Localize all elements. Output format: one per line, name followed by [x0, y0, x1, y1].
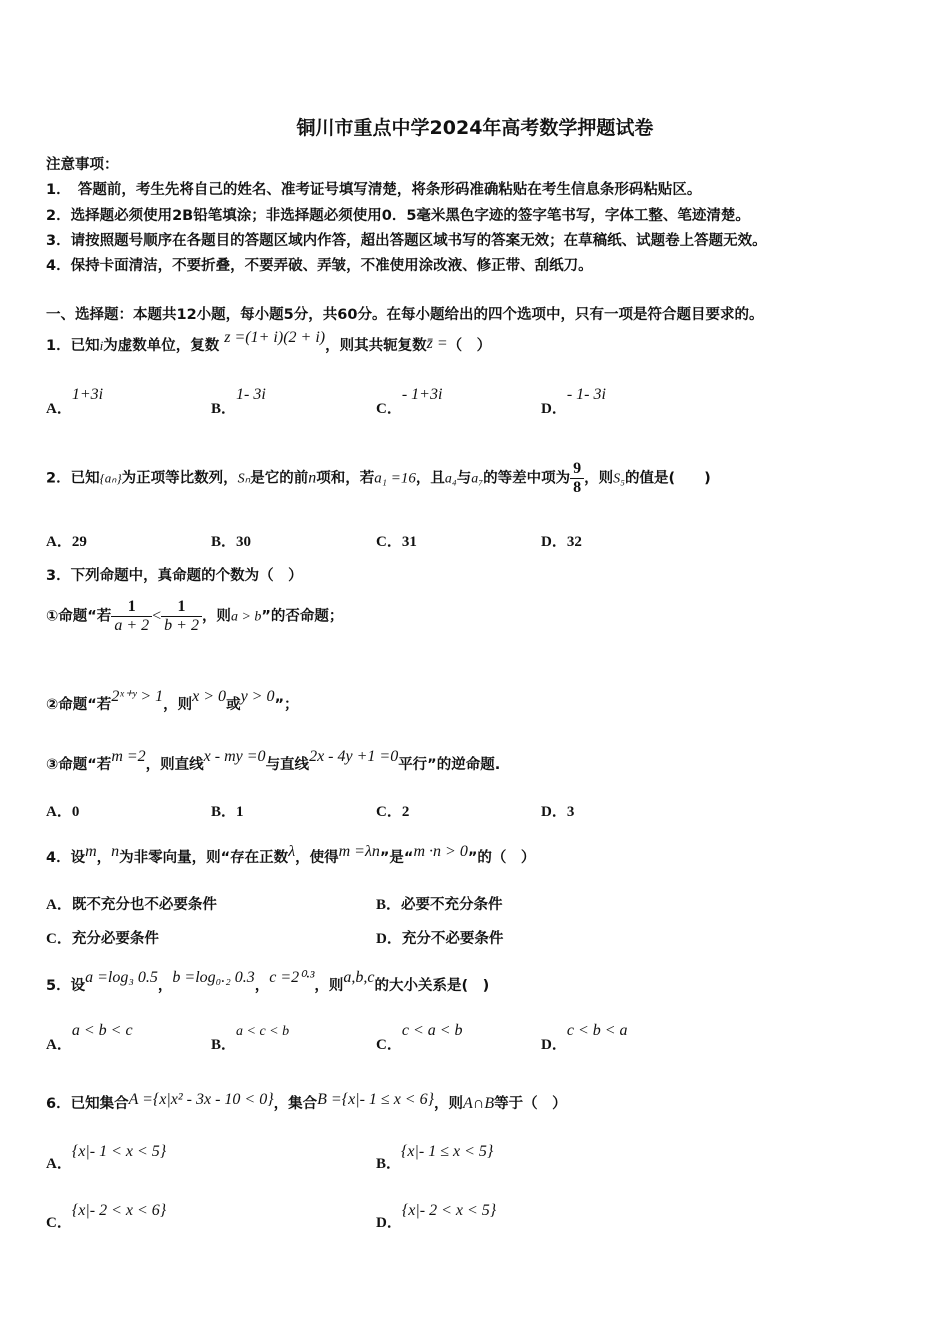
option-value: 既不充分也不必要条件 — [71, 897, 217, 913]
q2-Sn: Sₙ — [237, 471, 251, 487]
option-value: {x|- 2 < x < 6} — [71, 1202, 167, 1219]
q5-option-b[interactable]: B．a < c < b — [211, 1024, 290, 1053]
q1-zbar: z̄ = — [426, 335, 448, 352]
notice-heading: 注意事项： — [46, 157, 119, 173]
option-label: D． — [541, 401, 567, 417]
q2-option-d[interactable]: D．32 — [541, 534, 582, 550]
option-label: C． — [376, 401, 402, 417]
option-value: 充分不必要条件 — [401, 931, 504, 947]
q2-option-c[interactable]: C．31 — [376, 534, 417, 550]
question-4: 4．设m，n为非零向量，则“存在正数λ，使得m =λn”是“m ·n > 0”的（ ） — [46, 843, 536, 866]
option-value: c < b < a — [566, 1022, 628, 1039]
q2-option-a[interactable]: A．29 — [46, 534, 87, 550]
option-value: 31 — [401, 534, 417, 550]
question-3: 3．下列命题中，真命题的个数为（ ） — [46, 568, 303, 584]
q2-text: 项和，若 — [316, 470, 375, 487]
option-value: {x|- 1 ≤ x < 5} — [401, 1143, 494, 1160]
q3-statement-1: ①命题“若 $\frac{1}{a + 2}$ < $\frac{1}{b + 2}$ ，则a > b”的否命题； — [46, 598, 344, 634]
q1-option-c[interactable] — [376, 383, 443, 417]
option-value: 充分必要条件 — [71, 931, 159, 947]
option-value: 29 — [71, 534, 87, 550]
notice-item: 1． 答题前，考生先将自己的姓名、准考证号填写清楚，将条形码准确粘贴在考生信息条形码粘贴区。 — [46, 182, 702, 198]
q2-a4: a₄ — [444, 471, 457, 487]
option-value: 2 — [401, 804, 410, 820]
option-value: 3 — [566, 804, 575, 820]
option-value: {x|- 2 < x < 5} — [401, 1202, 497, 1219]
q1-text: （ ） — [447, 338, 492, 354]
q1-i: i — [99, 338, 104, 353]
q2-S5: S₅ — [613, 471, 625, 487]
q3-option-d[interactable]: D．3 — [541, 804, 575, 820]
question-1 — [46, 329, 492, 355]
page-title: 铜川市重点中学2024年高考数学押题试卷 — [296, 117, 654, 139]
option-value: - 1- 3i — [566, 386, 606, 403]
q2-seq: {aₙ} — [99, 470, 122, 486]
option-value: 1 — [236, 804, 244, 820]
question-5: 5．设a =log₃ 0.5，b =log₀.₂ 0.3，c =2⁰·³，则a,b,c的大小关系是( ) — [46, 969, 490, 994]
q2-text: ，则 — [584, 470, 614, 487]
q2-text: 与 — [456, 470, 472, 487]
q3-option-a[interactable]: A．0 — [46, 804, 80, 820]
q3-option-c[interactable]: C．2 — [376, 804, 410, 820]
q6-option-a[interactable]: A．{x|- 1 < x < 5} — [46, 1143, 167, 1172]
q2-text: 的等差中项为 — [483, 470, 571, 487]
q4-option-d[interactable]: D．充分不必要条件 — [376, 931, 504, 947]
q2-n: n — [308, 469, 317, 487]
q2-a1: a₁ =16 — [374, 470, 416, 487]
option-value: - 1+3i — [401, 386, 443, 403]
q3-fraction-2: $\frac{1}{b + 2}$ — [161, 598, 202, 635]
q3-option-b[interactable]: B．1 — [211, 804, 244, 820]
question-6: 6．已知集合A ={x|x² - 3x - 10 < 0}，集合B ={x|- 1 ≤ x < 6}，则A∩B等于（ ） — [46, 1091, 567, 1112]
option-value: 32 — [566, 534, 582, 550]
q1-text: 为虚数单位，复数 — [103, 338, 220, 354]
q5-option-c[interactable]: C．c < a < b — [376, 1022, 463, 1053]
notice-item: 3．请按照题号顺序在各题目的答题区域内作答，超出答题区域书写的答案无效；在草稿纸、试题卷上答题无效。 — [46, 233, 767, 249]
q1-option-d[interactable] — [541, 383, 606, 417]
q6-option-b[interactable]: B．{x|- 1 ≤ x < 5} — [376, 1143, 494, 1172]
q6-option-d[interactable]: D．{x|- 2 < x < 5} — [376, 1202, 497, 1231]
notice-item: 4．保持卡面清洁，不要折叠，不要弄破、弄皱，不准使用涂改液、修正带、刮纸刀。 — [46, 258, 593, 274]
q3-statement-3: ③命题“若m =2，则直线x - my =0与直线2x - 4y +1 =0平行”的逆命题. — [46, 748, 501, 773]
option-value: a < b < c — [71, 1022, 133, 1039]
option-value: 1- 3i — [236, 386, 266, 403]
section-heading: 一、选择题：本题共12小题，每小题5分，共60分。在每小题给出的四个选项中，只有一项是符合题目要求的。 — [46, 307, 764, 323]
q2-text: 为正项等比数列， — [121, 470, 238, 487]
q1-option-b[interactable] — [211, 383, 266, 417]
option-value: {x|- 1 < x < 5} — [71, 1143, 167, 1160]
q1-option-a[interactable] — [46, 383, 104, 417]
option-value: 30 — [236, 534, 252, 550]
option-value: 1+3i — [71, 386, 104, 403]
option-value: 0 — [71, 804, 80, 820]
q2-a7: a₇ — [471, 471, 484, 487]
q3-statement-2: ②命题“若2ˣ⁺ʸ > 1，则x > 0或y > 0”； — [46, 688, 299, 713]
q2-text: 2．已知 — [46, 470, 100, 487]
q2-text: ，且 — [415, 470, 445, 487]
q4-option-a[interactable]: A．既不充分也不必要条件 — [46, 897, 217, 913]
notice-item: 2．选择题必须使用2B铅笔填涂；非选择题必须使用0．5毫米黑色字迹的签字笔书写，字体工整、笔迹清楚。 — [46, 208, 750, 224]
q1-text: ，则其共轭复数 — [325, 338, 427, 354]
q3-fraction-1: $\frac{1}{a + 2}$ — [111, 598, 152, 635]
option-label: A． — [46, 401, 72, 417]
option-value: a < c < b — [236, 1024, 290, 1039]
option-value: c < a < b — [401, 1022, 463, 1039]
q2-fraction: $\frac{9}{8}$ — [570, 460, 584, 497]
q4-option-b[interactable]: B．必要不充分条件 — [376, 897, 503, 913]
question-2 — [46, 460, 711, 497]
q4-option-c[interactable]: C．充分必要条件 — [46, 931, 159, 947]
q1-expr: z =(1+ i)(2 + i) — [224, 329, 326, 346]
q2-text: 是它的前 — [250, 470, 309, 487]
option-value: 必要不充分条件 — [401, 897, 503, 913]
q5-option-a[interactable]: A．a < b < c — [46, 1022, 133, 1053]
q1-text: 1．已知 — [46, 338, 100, 354]
q2-text: 的值是( ) — [624, 470, 711, 487]
q5-option-d[interactable]: D．c < b < a — [541, 1022, 628, 1053]
q2-option-b[interactable]: B．30 — [211, 534, 252, 550]
q6-option-c[interactable]: C．{x|- 2 < x < 6} — [46, 1202, 167, 1231]
option-label: B． — [211, 401, 237, 417]
